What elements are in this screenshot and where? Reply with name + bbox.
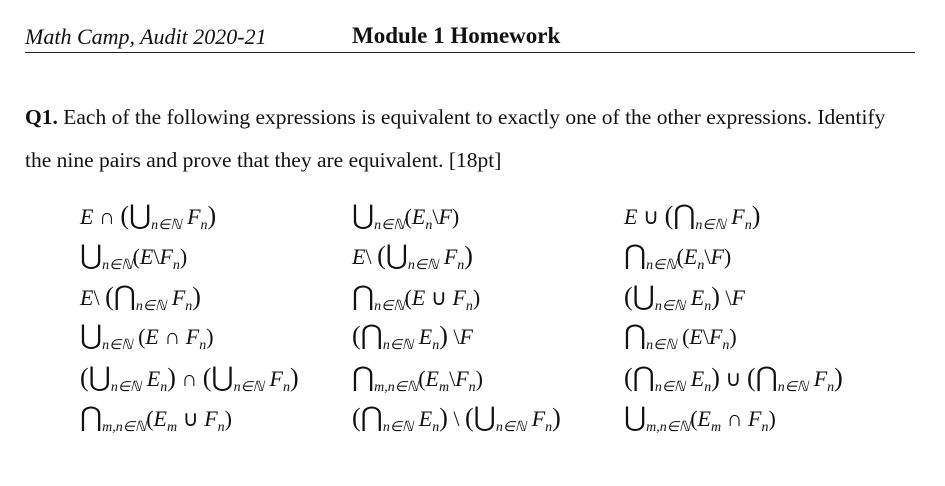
question-prompt xyxy=(25,96,917,182)
expression: ($⋃_{n\in ℕ}$ $E_n$) \F xyxy=(624,281,745,314)
expression: $⋂_{m,n\in ℕ}(E_m\backslash F_n)$ xyxy=(352,362,483,395)
expression: ($⋂_{n\in ℕ}$ $E_n$) \ ($⋃_{n\in ℕ}$ $F_n$) xyxy=(352,402,561,435)
course-name: Math Camp, Audit 2020-21 xyxy=(25,24,267,49)
expression: $⋃_{n\in ℕ}(E_n\backslash F)$ xyxy=(352,200,460,233)
expression: ($⋂_{n\in ℕ}$ $E_n$) \F xyxy=(352,320,473,353)
expression: E ∪ ($⋂_{n\in ℕ}$ $F_n$) xyxy=(624,200,761,233)
expression: $⋂_{m,n\in ℕ}(E_m$ ∪ $F_n$) xyxy=(80,402,232,435)
expression: ($⋂_{n\in ℕ}$ $E_n$) ∪ ($⋂_{n\in ℕ}$ $F_n$) xyxy=(624,362,843,395)
expression: $⋃_{m,n\in ℕ}(E_m$ ∩ $F_n$) xyxy=(624,402,776,435)
question-number: Q1. xyxy=(25,105,58,129)
expression: $⋃_{n\in ℕ}(E\backslash F_n)$ xyxy=(80,240,188,273)
expression: E\ ($⋂_{n\in ℕ}$ $F_n$) xyxy=(80,281,201,314)
page-header xyxy=(25,22,915,53)
expression: $⋃_{n\in ℕ}$ (E ∩ $F_n$) xyxy=(80,320,214,353)
document-title: Module 1 Homework xyxy=(352,23,561,48)
question-text: Each of the following expressions is equivalent to exactly one of the other expressions. Identify the nine pairs and prove that they are equivalent. [18pt] xyxy=(25,105,886,172)
expression: $⋂_{n\in ℕ}(E$ ∪ $F_n$) xyxy=(352,281,481,314)
expression: $⋂_{n\in ℕ}(E_n\backslash F)$ xyxy=(624,240,732,273)
expression: $⋂_{n\in ℕ}$ $(E\backslash F_n)$ xyxy=(624,320,737,353)
expression: ($⋃_{n\in ℕ}$ $E_n$) ∩ ($⋃_{n\in ℕ}$ $F_n$) xyxy=(80,362,299,395)
expression: E\ ($⋃_{n\in ℕ}$ $F_n$) xyxy=(352,240,473,273)
expression: E ∩ ($⋃_{n\in ℕ}$ $F_n$) xyxy=(80,200,217,233)
